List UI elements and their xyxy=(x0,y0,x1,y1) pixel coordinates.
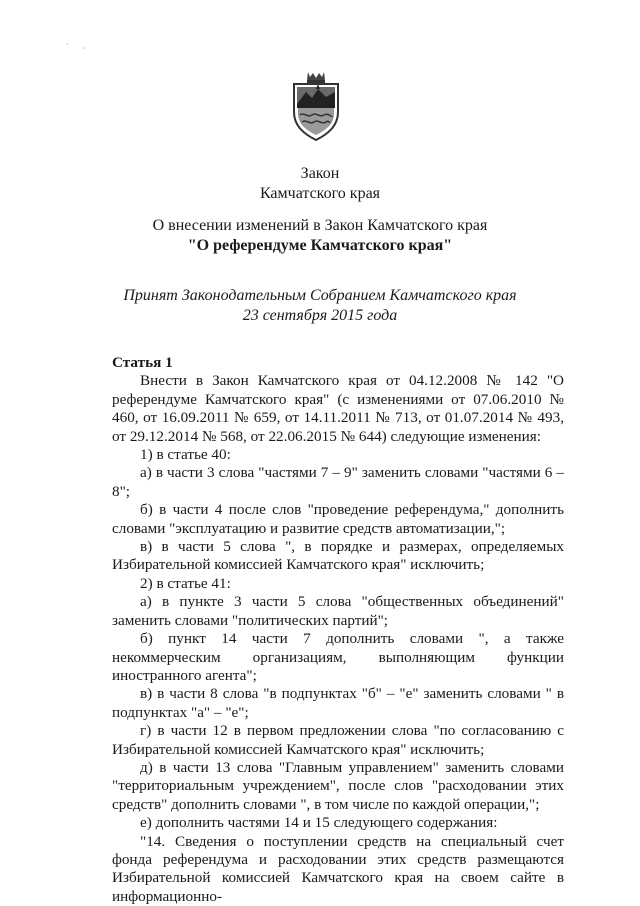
title-line-1: О внесении изменений в Закон Камчатского края xyxy=(152,217,488,234)
paragraph: а) в пункте 3 части 5 слова "общественных объединений" заменить словами "политических партий"; xyxy=(112,593,564,629)
adopted-by: Принят Законодательным Собранием Камчатского края xyxy=(123,287,517,304)
title-line-2: "О референдуме Камчатского края" xyxy=(187,237,453,254)
law-title xyxy=(0,216,640,256)
article-body xyxy=(112,354,564,906)
doc-type: Закон xyxy=(300,165,340,182)
paragraph: "14. Сведения о поступлении средств на специальный счет фонда референдума и расходовании этих средств размещаются Избирательной комиссией Камчатского края на своем сайте в информационно- xyxy=(112,832,564,905)
paragraph: а) в части 3 слова "частями 7 – 9" заменить словами "частями 6 – 8"; xyxy=(112,464,564,500)
scan-speck: · xyxy=(82,44,85,53)
paragraph: е) дополнить частями 14 и 15 следующего содержания: xyxy=(140,814,498,832)
scan-speck: · xyxy=(66,40,69,49)
paragraph: г) в части 12 в первом предложении слова "по согласованию с Избирательной комиссией Камчатского края" исключить; xyxy=(112,722,564,758)
law-heading xyxy=(0,164,640,204)
paragraph: Внести в Закон Камчатского края от 04.12.2008 № 142 "О референдуме Камчатского края" (с изменениями от 07.06.2010 № 460, от 16.09.2011 № 659, от 14.11.2011 № 713, от 01.07.2014 № 493, от 29.12.2014 № 568, от 22.06.2015 № 644) следующие изменения: xyxy=(112,372,564,445)
paragraph: б) в части 4 после слов "проведение референдума," дополнить словами "эксплуатацию и развитие средств автоматизации,"; xyxy=(112,501,564,537)
adoption-date: 23 сентября 2015 года xyxy=(242,307,398,324)
paragraph: 2) в статье 41: xyxy=(140,574,231,592)
region-name: Камчатского края xyxy=(259,185,381,202)
kamchatka-coat-of-arms-icon xyxy=(290,70,342,142)
article-heading: Статья 1 xyxy=(112,354,173,371)
paragraph: 1) в статье 40: xyxy=(140,446,231,464)
paragraph: в) в части 8 слова "в подпунктах "б" – "е" заменить словами " в подпунктах "а" – "е"; xyxy=(112,685,564,721)
paragraph: б) пункт 14 части 7 дополнить словами ", а также некоммерческим организациям, выполняющим функции иностранного агента"; xyxy=(112,630,564,684)
adoption-info xyxy=(0,286,640,326)
paragraph: д) в части 13 слова "Главным управлением" заменить словами "территориальным учреждением", после слов "расходовании этих средств" дополнить словами ", в том числе по каждой операции,"; xyxy=(112,758,564,813)
paragraph: в) в части 5 слова ", в порядке и размерах, определяемых Избирательной комиссией Камчатского края" исключить; xyxy=(112,538,564,574)
